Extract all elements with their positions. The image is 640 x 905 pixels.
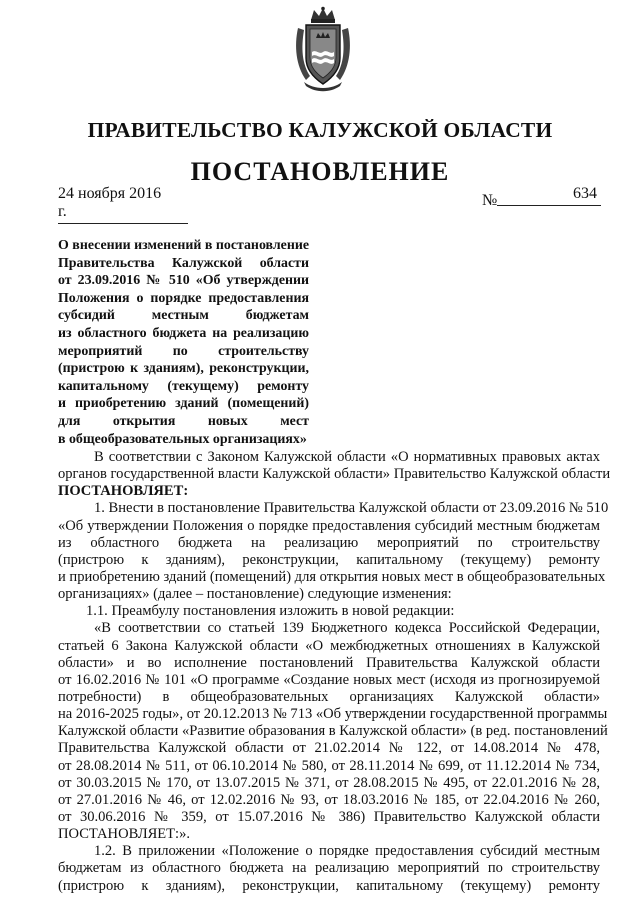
body-line: 1.2. В приложении «Положение о порядке предоставления субсидий местным [94,843,600,860]
subject-line: и приобретению зданий (помещений) [58,396,309,412]
decree-subject [58,237,309,448]
decree-number [497,185,601,206]
body-line-decrees: ПОСТАНОВЛЯЕТ: [58,483,189,500]
body-line: из областного бюджета на реализацию мероприятий по строительству [58,534,600,551]
body-line: от 30.03.2015 № 170, от 13.07.2015 № 371, от 28.08.2015 № 495, от 22.01.2016 № 28, [58,774,600,791]
government-name: ПРАВИТЕЛЬСТВО КАЛУЖСКОЙ ОБЛАСТИ [87,118,553,142]
subject-line: для открытия новых мест [58,413,309,429]
coat-of-arms-icon [292,6,354,92]
body-line: органов государственной власти Калужской области» Правительство Калужской области [58,466,611,483]
body-line: статьей 6 Закона Калужской области «О межбюджетных отношениях в Калужской [58,637,600,654]
body-line: 1.1. Преамбулу постановления изложить в новой редакции: [86,603,455,620]
subject-line: (пристрою к зданиям), реконструкции, [58,361,309,377]
number-sign: № [482,192,498,209]
body-line: от 28.08.2014 № 511, от 06.10.2014 № 580, от 28.11.2014 № 699, от 11.12.2014 № 734, [58,757,600,774]
subject-line: субсидий местным бюджетам [58,308,309,324]
body-line: «Об утверждении Положения о порядке предоставления субсидий местным бюджетам [58,517,600,534]
body-line: на 2016-2025 годы», от 20.12.2013 № 713 «Об утверждении государственной программы [58,706,608,723]
body-line: 1. Внести в постановление Правительства Калужской области от 23.09.2016 № 510 [94,500,609,517]
body-line: В соответствии с Законом Калужской области «О нормативных правовых актах [94,449,600,465]
body-line: Калужской области «Развитие образования в Калужской области» (в ред. постановлений [58,723,608,740]
subject-line: Положения о порядке предоставления [58,290,309,306]
body-line: (пристрою к зданиям), реконструкции, капитальному (текущему) ремонту [58,877,600,894]
body-line: бюджетам из областного бюджета на реализацию мероприятий по строительству [58,860,600,877]
subject-line: в общеобразовательных организациях» [58,431,307,447]
body-line: от 16.02.2016 № 101 «О программе «Создание новых мест (исходя из прогнозируемой [58,671,600,688]
subject-line: из областного бюджета на реализацию [58,325,309,341]
subject-line: капитальному (текущему) ремонту [58,378,309,394]
body-line: организациях» (далее – постановление) следующие изменения: [58,586,452,603]
body-line: потребности) в общеобразовательных организациях Калужской области» [58,688,600,705]
decree-body [58,449,611,895]
decree-number-value: 634 [573,185,597,202]
body-line: ПОСТАНОВЛЯЕТ:». [58,826,191,843]
subject-line: О внесении изменений в постановление [58,238,309,253]
body-line: и приобретению зданий (помещений) для открытия новых мест в общеобразовательных [58,568,606,585]
subject-line: мероприятий по строительству [58,343,309,359]
body-line: области» и во исполнение постановлений Правительства Калужской области [58,654,600,671]
subject-line: от 23.09.2016 № 510 «Об утверждении [58,273,309,289]
body-line: Правительства Калужской области от 21.02.2014 № 122, от 14.08.2014 № 478, [58,740,600,757]
body-line: от 27.01.2016 № 46, от 12.02.2016 № 93, от 18.03.2016 № 185, от 22.04.2016 № 260, [58,791,600,808]
document-type-title: ПОСТАНОВЛЕНИЕ [190,157,450,186]
subject-line: Правительства Калужской области [58,255,309,271]
body-line: «В соответствии со статьей 139 Бюджетного кодекса Российской Федерации, [94,620,600,637]
body-line: (пристрою к зданиям), реконструкции, капитальному (текущему) ремонту [58,551,600,568]
body-line: от 30.06.2016 № 359, от 15.07.2016 № 386) Правительство Калужской области [58,808,600,825]
decree-date: 24 ноября 2016 г. [58,185,188,224]
